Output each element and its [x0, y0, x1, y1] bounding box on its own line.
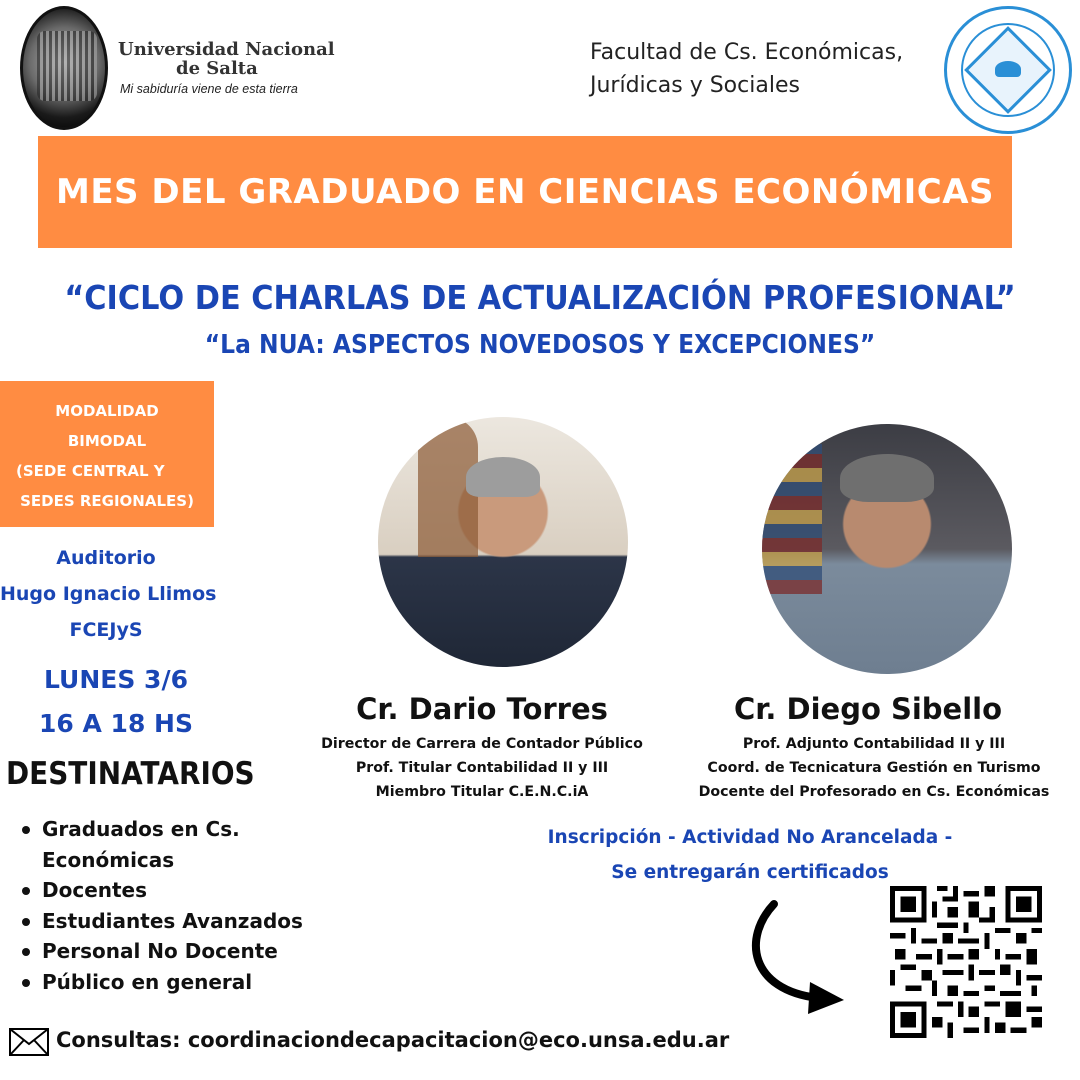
university-name — [118, 40, 335, 78]
venue-line1: Auditorio — [56, 547, 156, 569]
schedule-time: 16 A 18 HS — [39, 709, 193, 738]
faculty-seal-logo — [944, 6, 1072, 134]
envelope-icon — [8, 1027, 50, 1057]
faculty-name — [590, 36, 903, 102]
audience-item-continued: Económicas — [42, 847, 175, 872]
registration-info — [510, 820, 990, 890]
cycle-title: “CICLO DE CHARLAS DE ACTUALIZACIÓN PROFESIONAL” — [64, 278, 1016, 317]
event-banner — [38, 136, 1012, 248]
speaker2-name: Cr. Diego Sibello — [733, 692, 1003, 726]
speaker1-role: Prof. Titular Contabilidad II y III — [355, 760, 609, 776]
event-banner-text: MES DEL GRADUADO EN CIENCIAS ECONÓMICAS — [55, 172, 994, 212]
modality-line2: BIMODAL — [67, 432, 147, 450]
modality-text — [0, 396, 214, 516]
speaker2-role: Prof. Adjunto Contabilidad II y III — [742, 736, 1006, 752]
schedule-info — [0, 658, 232, 746]
venue-info — [0, 540, 217, 648]
university-logo — [20, 6, 108, 130]
speaker2-role: Docente del Profesorado en Cs. Económicas — [698, 784, 1050, 800]
speaker1-role: Director de Carrera de Contador Público — [321, 736, 643, 752]
modality-line4: SEDES REGIONALES) — [20, 492, 194, 510]
university-name-line1: Universidad Nacional — [118, 39, 335, 60]
audience-item: Graduados en Cs. — [22, 814, 342, 845]
speaker1-name: Cr. Dario Torres — [356, 692, 608, 726]
audience-item: Estudiantes Avanzados — [22, 906, 342, 937]
university-name-line2: de Salta — [176, 58, 258, 79]
modality-line3: (SEDE CENTRAL Y — [16, 462, 165, 480]
talk-subtitle: “La NUA: ASPECTOS NOVEDOSOS Y EXCEPCIONES” — [204, 330, 876, 360]
contact-email[interactable]: Consultas: coordinaciondecapacitacion@eco.unsa.edu.ar — [56, 1028, 730, 1052]
registration-line2: Se entregarán certificados — [611, 862, 889, 883]
speaker1-roles — [296, 732, 668, 804]
registration-line1: Inscripción - Actividad No Arancelada - — [547, 827, 953, 848]
audience-item: Personal No Docente — [22, 936, 342, 967]
faculty-name-line1: Facultad de Cs. Económicas, — [590, 40, 904, 65]
speaker1-photo — [378, 417, 628, 667]
schedule-day: LUNES 3/6 — [44, 665, 188, 694]
modality-line1: MODALIDAD — [55, 402, 159, 420]
faculty-name-line2: Jurídicas y Sociales — [590, 73, 800, 98]
registration-qr-code[interactable] — [890, 886, 1042, 1038]
venue-line3: FCEJyS — [69, 619, 143, 641]
speaker2-photo — [762, 424, 1012, 674]
speaker2-roles — [674, 732, 1074, 804]
speaker1-role: Miembro Titular C.E.N.C.iA — [375, 784, 589, 800]
curved-arrow-icon — [746, 898, 856, 1018]
audience-item: Docentes — [22, 875, 342, 906]
audience-heading: DESTINATARIOS — [6, 756, 255, 792]
audience-list — [22, 814, 342, 997]
speaker2-role: Coord. de Tecnicatura Gestión en Turismo — [707, 760, 1041, 776]
audience-item: Público en general — [22, 967, 342, 998]
university-motto: Mi sabiduría viene de esta tierra — [120, 82, 298, 96]
venue-line2: Hugo Ignacio Llimos — [0, 583, 217, 605]
